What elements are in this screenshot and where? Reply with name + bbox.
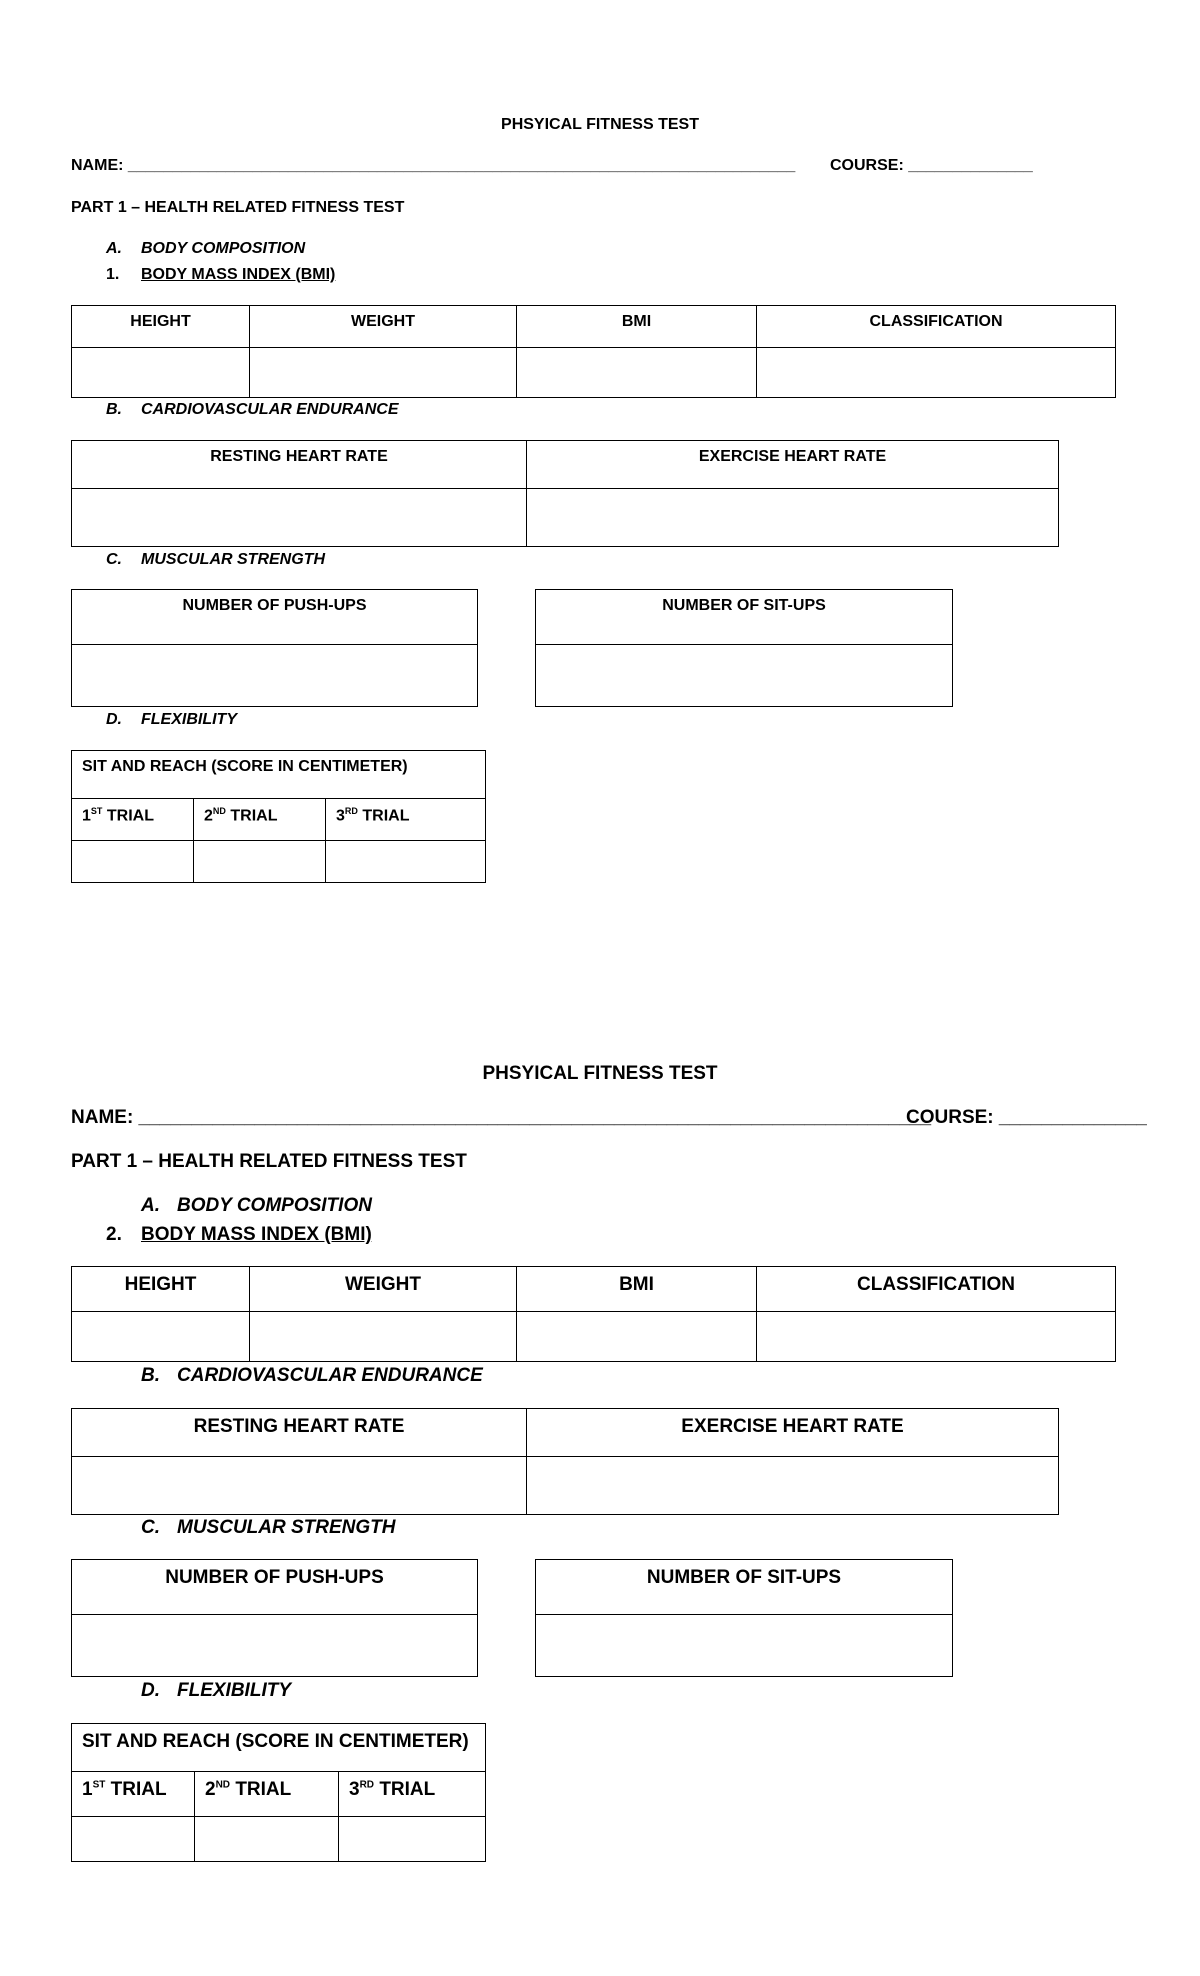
trial-2-input[interactable] xyxy=(194,841,326,883)
bmi-input-classification[interactable] xyxy=(757,348,1116,398)
pushups-input[interactable] xyxy=(72,1615,478,1677)
bmi-header-weight: WEIGHT xyxy=(250,306,517,348)
pushups-header: NUMBER OF PUSH-UPS xyxy=(72,1560,478,1615)
bmi-input-weight[interactable] xyxy=(250,1312,517,1362)
form1-situps-table xyxy=(535,589,953,707)
form2-section-c-label: MUSCULAR STRENGTH xyxy=(177,1517,396,1538)
form1-section-a-letter: A. xyxy=(106,240,122,257)
bmi-header-height: HEIGHT xyxy=(72,1267,250,1312)
form2-section-b-label: CARDIOVASCULAR ENDURANCE xyxy=(177,1365,483,1386)
form2-bmi-number: 2. xyxy=(106,1224,122,1245)
heart-header-exercise: EXERCISE HEART RATE xyxy=(527,1409,1059,1457)
heart-input-exercise[interactable] xyxy=(527,1457,1059,1515)
form2-bmi-table xyxy=(71,1266,1116,1362)
form1-section-c-label: MUSCULAR STRENGTH xyxy=(141,551,325,568)
form1-heart-table xyxy=(71,440,1059,547)
form1-sitreach-table xyxy=(71,750,486,883)
heart-input-exercise[interactable] xyxy=(527,489,1059,547)
bmi-input-height[interactable] xyxy=(72,348,250,398)
sitreach-header: SIT AND REACH (SCORE IN CENTIMETER) xyxy=(72,1724,486,1772)
trial-1-input[interactable] xyxy=(72,841,194,883)
form2-section-d-label: FLEXIBILITY xyxy=(177,1680,291,1701)
form2-course-field[interactable]: COURSE: ______________ xyxy=(906,1107,1147,1128)
trial-3-header: 3RD TRIAL xyxy=(326,799,486,841)
form2-section-a-label: BODY COMPOSITION xyxy=(177,1195,372,1216)
bmi-input-bmi[interactable] xyxy=(517,348,757,398)
form1-section-d-label: FLEXIBILITY xyxy=(141,711,237,728)
trial-3-input[interactable] xyxy=(339,1817,486,1862)
trial-1-input[interactable] xyxy=(72,1817,195,1862)
form2-bmi-label: BODY MASS INDEX (BMI) xyxy=(141,1224,372,1245)
form1-bmi-number: 1. xyxy=(106,266,120,283)
bmi-input-height[interactable] xyxy=(72,1312,250,1362)
form1-section-d-letter: D. xyxy=(106,711,122,728)
trial-2-input[interactable] xyxy=(195,1817,339,1862)
form2-heart-table xyxy=(71,1408,1059,1515)
form2-title: PHSYICAL FITNESS TEST xyxy=(482,1063,718,1084)
form2-section-a-letter: A. xyxy=(141,1195,160,1216)
form1-bmi-table xyxy=(71,305,1116,398)
form2-section-d-letter: D. xyxy=(141,1680,160,1701)
bmi-input-weight[interactable] xyxy=(250,348,517,398)
form1-section-b-label: CARDIOVASCULAR ENDURANCE xyxy=(141,401,399,418)
form1-section-a-label: BODY COMPOSITION xyxy=(141,240,306,257)
form2-pushups-table xyxy=(71,1559,478,1677)
pushups-header: NUMBER OF PUSH-UPS xyxy=(72,590,478,645)
form1-title: PHSYICAL FITNESS TEST xyxy=(501,116,699,133)
heart-header-exercise: EXERCISE HEART RATE xyxy=(527,441,1059,489)
situps-input[interactable] xyxy=(536,645,953,707)
heart-input-resting[interactable] xyxy=(72,489,527,547)
trial-1-header: 1ST TRIAL xyxy=(72,1772,195,1817)
form2-part1-heading: PART 1 – HEALTH RELATED FITNESS TEST xyxy=(71,1151,467,1172)
bmi-header-classification: CLASSIFICATION xyxy=(757,306,1116,348)
sitreach-header: SIT AND REACH (SCORE IN CENTIMETER) xyxy=(72,751,486,799)
form1-section-c-letter: C. xyxy=(106,551,122,568)
form1-section-b-letter: B. xyxy=(106,401,122,418)
bmi-input-bmi[interactable] xyxy=(517,1312,757,1362)
heart-header-resting: RESTING HEART RATE xyxy=(72,1409,527,1457)
form2-section-c-letter: C. xyxy=(141,1517,160,1538)
pushups-input[interactable] xyxy=(72,645,478,707)
bmi-header-bmi: BMI xyxy=(517,1267,757,1312)
heart-input-resting[interactable] xyxy=(72,1457,527,1515)
trial-1-header: 1ST TRIAL xyxy=(72,799,194,841)
form2-section-b-letter: B. xyxy=(141,1365,160,1386)
form1-course-field[interactable]: COURSE: ______________ xyxy=(830,157,1033,174)
trial-2-header: 2ND TRIAL xyxy=(194,799,326,841)
bmi-header-height: HEIGHT xyxy=(72,306,250,348)
form2-sitreach-table xyxy=(71,1723,486,1862)
situps-header: NUMBER OF SIT-UPS xyxy=(536,1560,953,1615)
trial-2-header: 2ND TRIAL xyxy=(195,1772,339,1817)
form1-bmi-label: BODY MASS INDEX (BMI) xyxy=(141,266,336,283)
situps-input[interactable] xyxy=(536,1615,953,1677)
situps-header: NUMBER OF SIT-UPS xyxy=(536,590,953,645)
bmi-header-weight: WEIGHT xyxy=(250,1267,517,1312)
heart-header-resting: RESTING HEART RATE xyxy=(72,441,527,489)
bmi-input-classification[interactable] xyxy=(757,1312,1116,1362)
bmi-header-classification: CLASSIFICATION xyxy=(757,1267,1116,1312)
form1-name-field[interactable]: NAME: ___________________________________________________________________________ xyxy=(71,157,796,174)
form2-name-field[interactable]: NAME: ___________________________________________________________________________ xyxy=(71,1107,932,1128)
form2-situps-table xyxy=(535,1559,953,1677)
trial-3-header: 3RD TRIAL xyxy=(339,1772,486,1817)
form1-part1-heading: PART 1 – HEALTH RELATED FITNESS TEST xyxy=(71,199,405,216)
trial-3-input[interactable] xyxy=(326,841,486,883)
form1-pushups-table xyxy=(71,589,478,707)
bmi-header-bmi: BMI xyxy=(517,306,757,348)
